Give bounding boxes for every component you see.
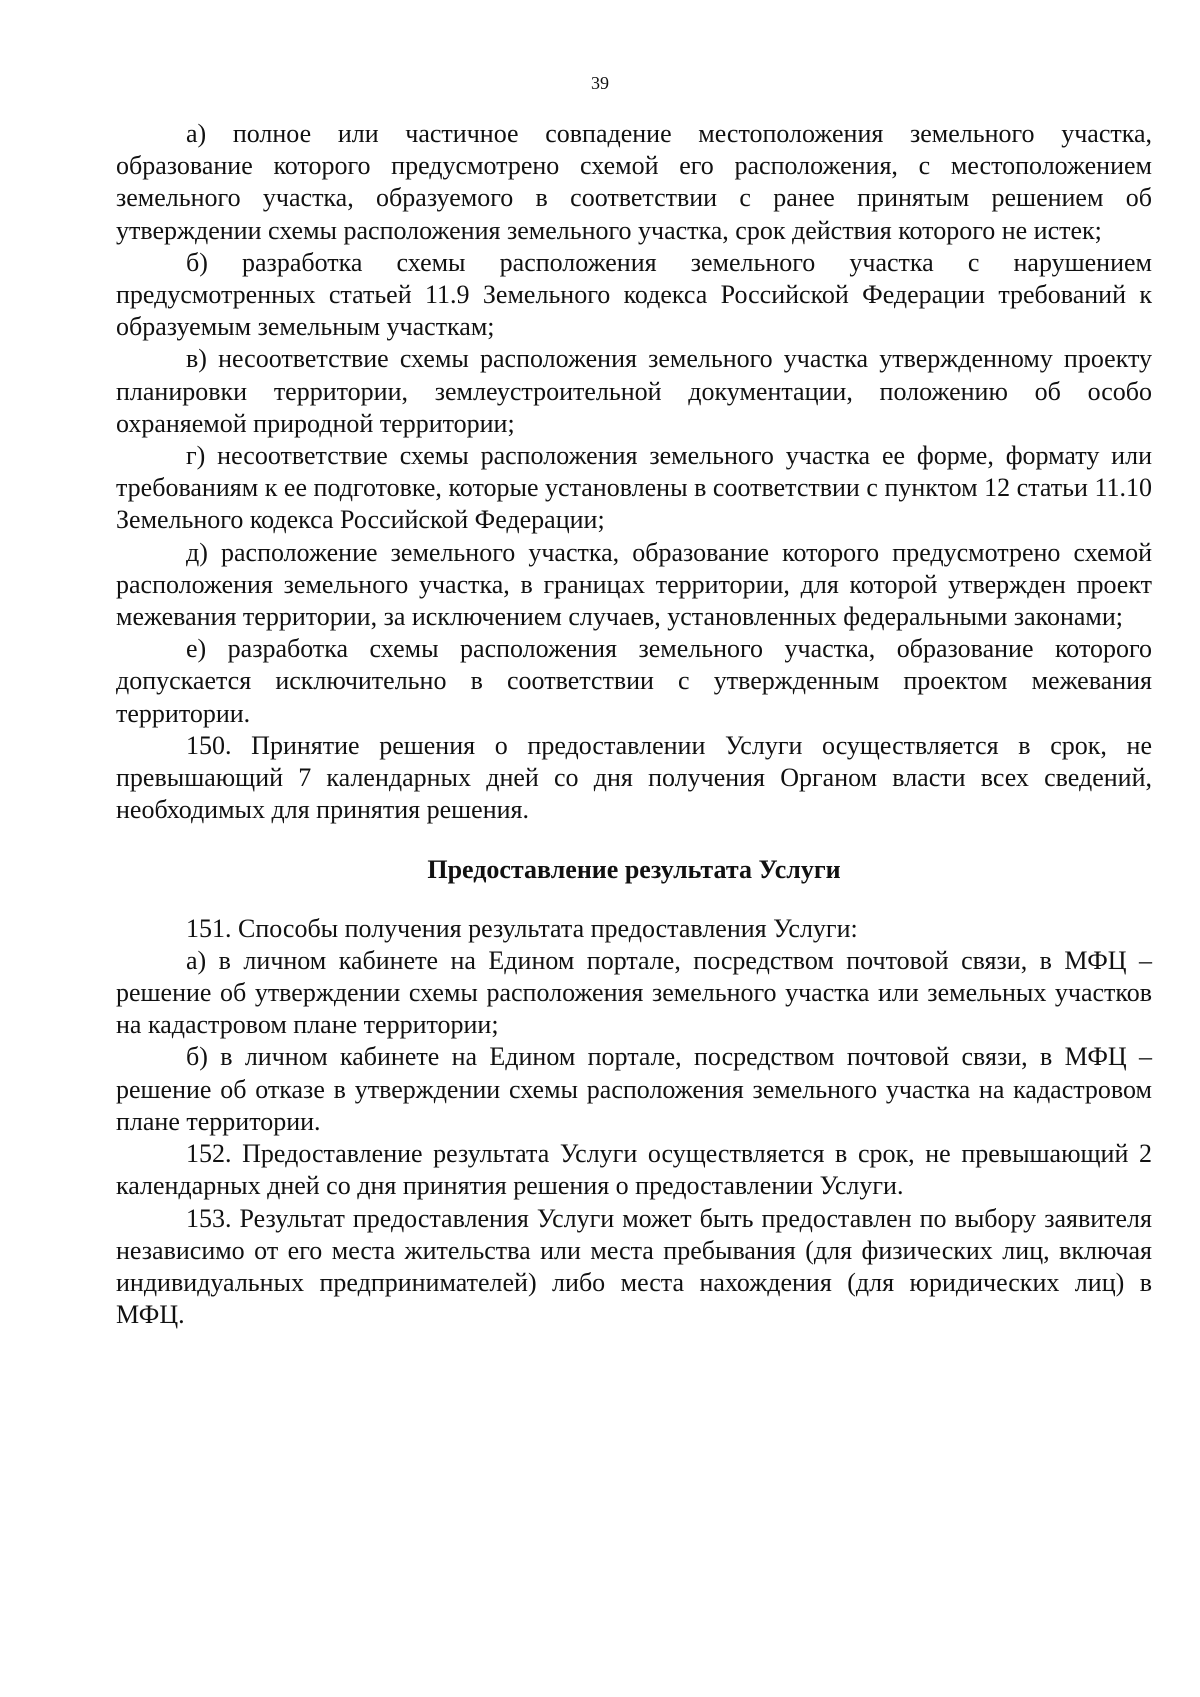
paragraph-b-requirements-violation: б) разработка схемы расположения земельного участка с нарушением предусмотренных статьей 11.9 Земельного кодекса Российской Федерации требований к образуемым земельным участкам; [116, 247, 1152, 342]
paragraph-v-project-mismatch: в) несоответствие схемы расположения земельного участка утвержденному проекту планировки территории, землеустроительной документации, положению об особо охраняемой природной территории; [116, 344, 1152, 438]
document-body [116, 118, 1152, 1331]
section-heading: Предоставление результата Услуги [427, 855, 841, 885]
paragraph-e-survey-only: е) разработка схемы расположения земельного участка, образование которого допускается исключительно в соответствии с утвержденным проектом межевания территории. [116, 634, 1152, 728]
paragraph-d-surveying-project: д) расположение земельного участка, образование которого предусмотрено схемой расположения земельного участка, в границах территории, для которой утвержден проект межевания территории, за исключением случаев, установленных федеральными законами; [116, 537, 1152, 632]
paragraph-150: 150. Принятие решения о предоставлении Услуги осуществляется в срок, не превышающий 7 календарных дней со дня получения Органом власти всех сведений, необходимых для принятия решения. [116, 730, 1152, 825]
paragraph-151: 151. Способы получения результата предоставления Услуги: [186, 913, 858, 943]
page-number: 39 [591, 73, 609, 93]
paragraph-g-format-mismatch: г) несоответствие схемы расположения земельного участка ее форме, формату или требованиям к ее подготовке, которые установлены в соответствии с пунктом 12 статьи 11.10 Земельного кодекса Российской Федерации; [116, 441, 1152, 535]
paragraph-a-location-overlap: а) полное или частичное совпадение местоположения земельного участка, образование которого предусмотрено схемой его расположения, с местоположением земельного участка, образуемого в соответствии с ранее принятым решением об утверждении схемы расположения земельного участка, срок действия которого не истек; [116, 119, 1152, 245]
paragraph-153: 153. Результат предоставления Услуги может быть предоставлен по выбору заявителя независимо от его места жительства или места пребывания (для физических лиц, включая индивидуальных предпринимателей) либо места нахождения (для юридических лиц) в МФЦ. [116, 1203, 1152, 1330]
paragraph-151-b: б) в личном кабинете на Едином портале, посредством почтовой связи, в МФЦ – решение об отказе в утверждении схемы расположения земельного участка на кадастровом плане территории. [116, 1042, 1152, 1136]
paragraph-151-a: а) в личном кабинете на Едином портале, посредством почтовой связи, в МФЦ – решение об утверждении схемы расположения земельного участка или земельных участков на кадастровом плане территории; [116, 945, 1152, 1040]
paragraph-152: 152. Предоставление результата Услуги осуществляется в срок, не превышающий 2 календарных дней со дня принятия решения о предоставлении Услуги. [116, 1139, 1152, 1201]
